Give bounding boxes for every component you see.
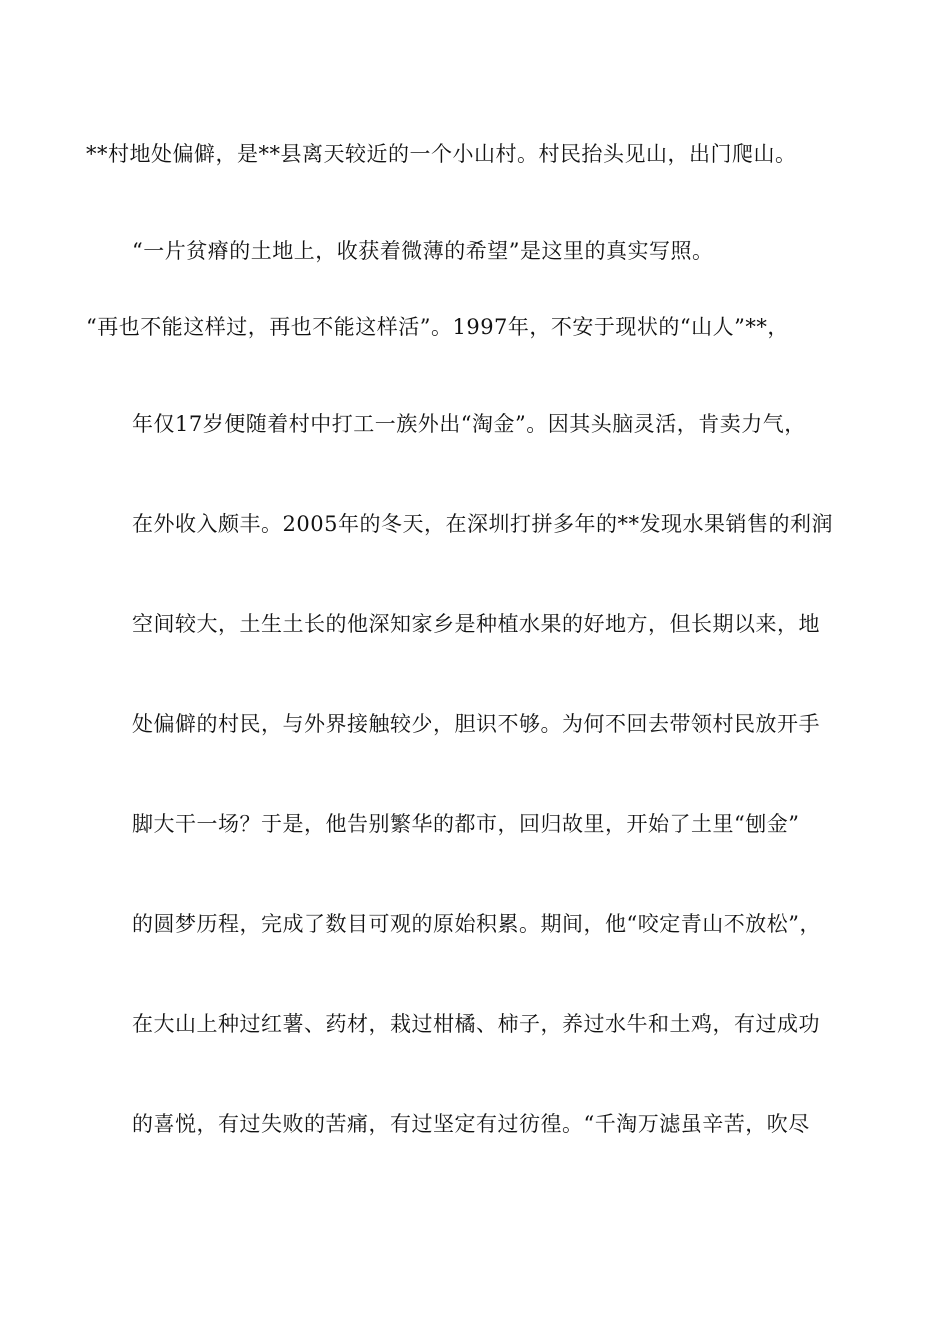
paragraph-line: 脚大干一场？于是，他告别繁华的都市，回归故里，开始了土里“刨金” — [132, 812, 800, 836]
paragraph-line: 在大山上种过红薯、药材，栽过柑橘、柿子，养过水牛和土鸡，有过成功 — [132, 1012, 820, 1036]
paragraph-line: “再也不能这样过，再也不能这样活”。1997年，不安于现状的“山人”**， — [86, 315, 789, 339]
paragraph-line: **村地处偏僻，是**县离天较近的一个小山村。村民抬头见山，出门爬山。 — [86, 142, 797, 166]
paragraph-line: 的圆梦历程，完成了数目可观的原始积累。期间，他“咬定青山不放松”， — [132, 912, 821, 936]
paragraph-line: 处偏僻的村民，与外界接触较少，胆识不够。为何不回去带领村民放开手 — [132, 712, 820, 736]
paragraph-line: 空间较大，土生土长的他深知家乡是种植水果的好地方，但长期以来，地 — [132, 612, 820, 636]
paragraph-line: “一片贫瘠的土地上，收获着微薄的希望”是这里的真实写照。 — [132, 239, 714, 263]
paragraph-line: 年仅17岁便随着村中打工一族外出“淘金”。因其头脑灵活，肯卖力气， — [132, 412, 806, 436]
paragraph-line: 在外收入颇丰。2005年的冬天，在深圳打拼多年的**发现水果销售的利润 — [132, 512, 833, 536]
paragraph-line: 的喜悦，有过失败的苦痛，有过坚定有过彷徨。“千淘万滤虽辛苦，吹尽 — [132, 1112, 810, 1136]
